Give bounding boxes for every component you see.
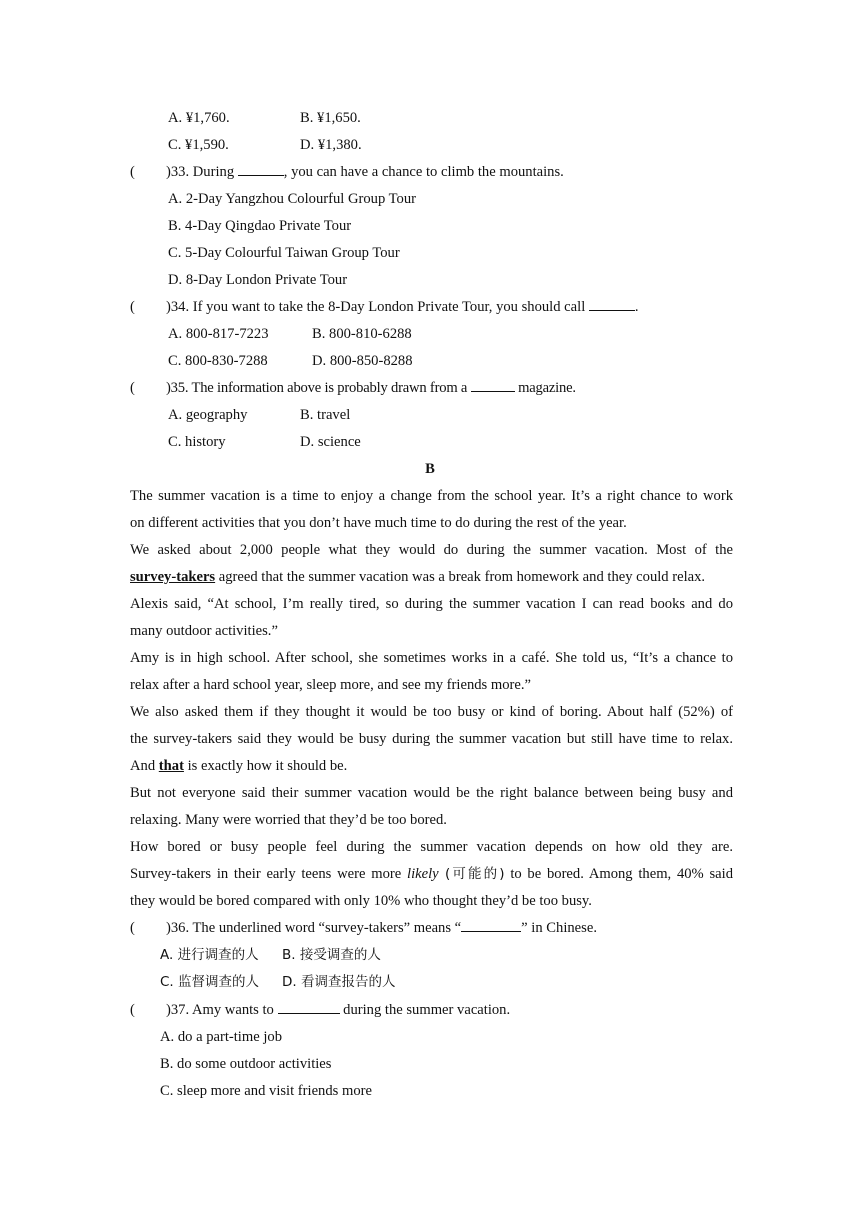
passage-line: the survey-takers said they would be busy during the summer vacation but still have time to relax.	[130, 731, 733, 747]
q36-option-a: A. 进行调查的人	[160, 947, 259, 963]
passage-line: But not everyone said their summer vacation would be the right balance between being busy and	[130, 785, 733, 801]
q36-option-d: D. 看调查报告的人	[282, 974, 396, 990]
answer-paren-close: )	[166, 380, 171, 396]
question-33-stem-end: , you can have a chance to climb the mountains.	[283, 164, 564, 180]
passage-line: We also asked them if they thought it would be too busy or kind of boring. About half (52%) of	[130, 704, 733, 720]
q37-option-b: B. do some outdoor activities	[160, 1056, 332, 1072]
passage-line: relax after a hard school year, sleep more, and see my friends more.”	[130, 677, 531, 693]
passage-line	[130, 568, 733, 586]
passage-line: they would be bored compared with only 10% who thought they’d be too busy.	[130, 893, 592, 909]
question-34-stem-end: .	[634, 299, 639, 315]
answer-blank	[461, 919, 521, 932]
q34-option-b: B. 800-810-6288	[312, 326, 412, 342]
q33-option-d: D. 8-Day London Private Tour	[168, 272, 348, 288]
passage-line: many outdoor activities.”	[130, 623, 278, 639]
answer-paren-open: (	[130, 920, 135, 936]
question-35-stem-end: magazine.	[514, 380, 576, 396]
question-37-stem-start: 37. Amy wants to	[170, 1002, 278, 1018]
q33-option-b: B. 4-Day Qingdao Private Tour	[168, 218, 352, 234]
question-35	[130, 379, 576, 397]
q35-option-c: C. history	[168, 434, 226, 450]
underlined-word: survey-takers	[130, 569, 216, 585]
answer-paren-close: )	[166, 920, 171, 936]
answer-paren-close: )	[166, 299, 171, 315]
underlined-word: that	[158, 758, 184, 774]
answer-paren-open: (	[130, 299, 135, 315]
answer-blank	[471, 379, 515, 392]
answer-paren-open: (	[130, 164, 135, 180]
question-36	[130, 919, 597, 937]
passage-line: How bored or busy people feel during the summer vacation depends on how old they are.	[130, 839, 733, 855]
question-36-stem-start: 36. The underlined word “survey-takers” means “	[170, 920, 462, 936]
passage-line: The summer vacation is a time to enjoy a change from the school year. It’s a right chance to work	[130, 488, 733, 504]
question-33	[130, 163, 564, 181]
passage-text: agreed that the summer vacation was a break from homework and they could relax.	[215, 569, 706, 585]
answer-paren-open: (	[130, 380, 135, 396]
question-35-stem-start: 35. The information above is probably drawn from a	[170, 380, 471, 396]
passage-line: We asked about 2,000 people what they would do during the summer vacation. Most of the	[130, 542, 733, 558]
q35-option-d: D. science	[300, 434, 361, 450]
q32-option-a: A. ¥1,760.	[168, 110, 230, 126]
question-33-stem-start: 33. During	[170, 164, 238, 180]
section-heading: B	[425, 461, 435, 477]
passage-text: Survey-takers in their early teens were more	[130, 866, 408, 882]
q37-option-a: A. do a part-time job	[160, 1029, 282, 1045]
question-34-stem-start: 34. If you want to take the 8-Day London Private Tour, you should call	[170, 299, 589, 315]
q36-option-b: B. 接受调查的人	[282, 947, 381, 963]
italic-word: likely	[407, 866, 439, 882]
answer-paren-close: )	[166, 164, 171, 180]
answer-paren-close: )	[166, 1002, 171, 1018]
passage-line: relaxing. Many were worried that they’d be too bored.	[130, 812, 447, 828]
passage-text: to be bored. Among them, 40% said	[504, 866, 733, 882]
question-37	[130, 1001, 510, 1019]
answer-blank	[589, 298, 635, 311]
passage-line: Alexis said, “At school, I’m really tired, so during the summer vacation I can read books and do	[130, 596, 733, 612]
passage-line: Amy is in high school. After school, she sometimes works in a café. She told us, “It’s a chance to	[130, 650, 733, 666]
q34-option-d: D. 800-850-8288	[312, 353, 413, 369]
q36-option-c: C. 监督调查的人	[160, 974, 260, 990]
question-34	[130, 298, 639, 316]
q33-option-c: C. 5-Day Colourful Taiwan Group Tour	[168, 245, 400, 261]
q37-option-c: C. sleep more and visit friends more	[160, 1083, 372, 1099]
passage-text: And	[130, 758, 159, 774]
q34-option-a: A. 800-817-7223	[168, 326, 269, 342]
passage-line: on different activities that you don’t have much time to do during the rest of the year.	[130, 515, 627, 531]
q32-option-c: C. ¥1,590.	[168, 137, 229, 153]
answer-blank	[238, 163, 284, 176]
answer-blank	[278, 1001, 340, 1014]
q34-option-c: C. 800-830-7288	[168, 353, 268, 369]
answer-paren-open: (	[130, 1002, 135, 1018]
q35-option-b: B. travel	[300, 407, 351, 423]
passage-line	[130, 865, 733, 883]
q35-option-a: A. geography	[168, 407, 248, 423]
passage-text: is exactly how it should be.	[183, 758, 348, 774]
question-37-stem-end: during the summer vacation.	[339, 1002, 511, 1018]
q33-option-a: A. 2-Day Yangzhou Colourful Group Tour	[168, 191, 416, 207]
chinese-gloss: (可能的)	[438, 866, 505, 882]
question-36-stem-end: ” in Chinese.	[521, 920, 597, 936]
q32-option-b: B. ¥1,650.	[300, 110, 361, 126]
q32-option-d: D. ¥1,380.	[300, 137, 362, 153]
passage-line	[130, 757, 733, 775]
